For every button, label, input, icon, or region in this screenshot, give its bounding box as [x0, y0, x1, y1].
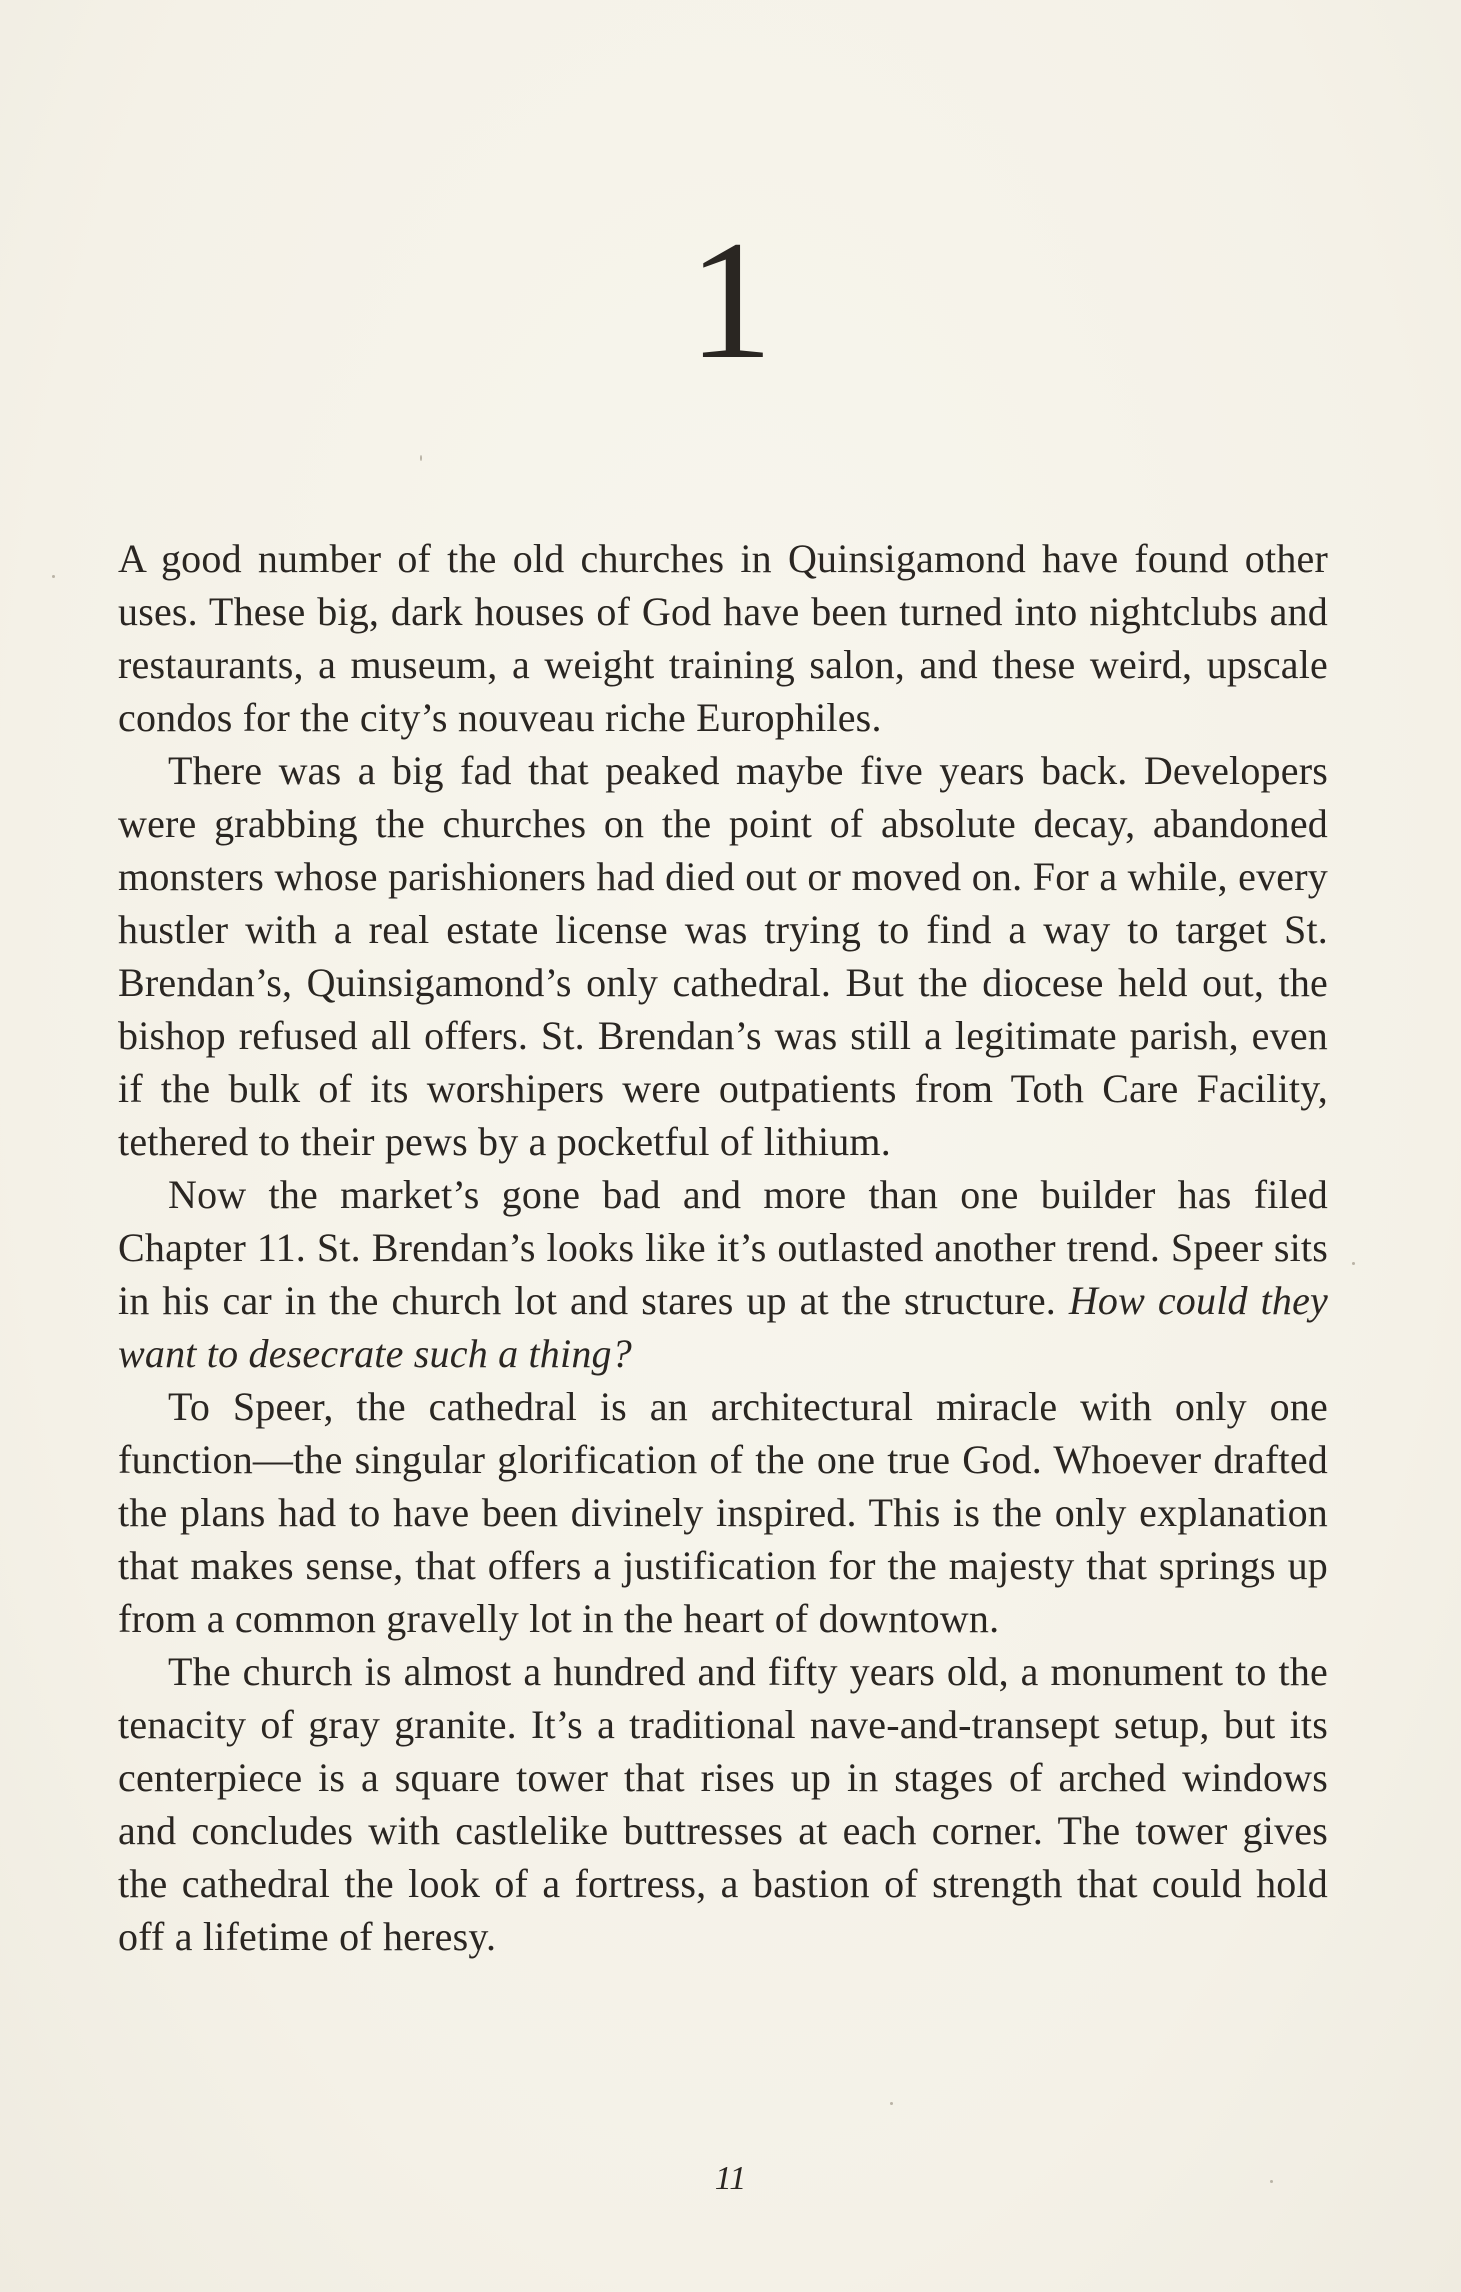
- paragraph-text: The church is almost a hundred and fifty years old, a monument to the tenacity of gray granite. It’s a traditional nave-and-transept setup, but its centerpiece is a square tower that rises up in stages of arched windows and concludes with castlelike buttresses at each corner. The tower gives the cathedral the look of a fortress, a bastion of strength that could hold off a lifetime of heresy.: [118, 1649, 1328, 1959]
- italic-thought: How could they want to desecrate such a thing?: [118, 1278, 1328, 1376]
- paper-speck: [890, 2102, 893, 2105]
- page-number: 11: [714, 2160, 747, 2197]
- paper-speck: [420, 455, 422, 461]
- paragraph-text: Now the market’s gone bad and more than one builder has filed Chapter 11. St. Brendan’s looks like it’s outlasted another trend. Speer sits in his car in the church lot and stares up at the structure.: [118, 1172, 1328, 1323]
- body-text: [118, 532, 1328, 1963]
- paper-speck: [52, 575, 55, 578]
- paragraph: [118, 1168, 1328, 1380]
- paragraph: [118, 1380, 1328, 1645]
- paragraph: [118, 1645, 1328, 1963]
- paper-speck: [1352, 1262, 1355, 1265]
- paragraph-text: To Speer, the cathedral is an architectural miracle with only one function—the singular glorification of the one true God. Whoever drafted the plans had to have been divinely inspired. This is the only explanation that makes sense, that offers a justification for the majesty that springs up from a common gravelly lot in the heart of downtown.: [118, 1384, 1328, 1641]
- paragraph: [118, 532, 1328, 744]
- paragraph-text: There was a big fad that peaked maybe five years back. Developers were grabbing the churches on the point of absolute decay, abandoned monsters whose parishioners had died out or moved on. For a while, every hustler with a real estate license was trying to find a way to target St. Brendan’s, Quinsigamond’s only cathedral. But the diocese held out, the bishop refused all offers. St. Brendan’s was still a legitimate parish, even if the bulk of its worshipers were outpatients from Toth Care Facility, tethered to their pews by a pocketful of lithium.: [118, 748, 1328, 1164]
- paragraph-text: A good number of the old churches in Quinsigamond have found other uses. These big, dark houses of God have been turned into nightclubs and restaurants, a museum, a weight training salon, and these weird, upscale condos for the city’s nouveau riche Europhiles.: [118, 536, 1328, 740]
- chapter-number: 1: [688, 206, 773, 394]
- paper-speck: [1270, 2180, 1273, 2183]
- paragraph: [118, 744, 1328, 1168]
